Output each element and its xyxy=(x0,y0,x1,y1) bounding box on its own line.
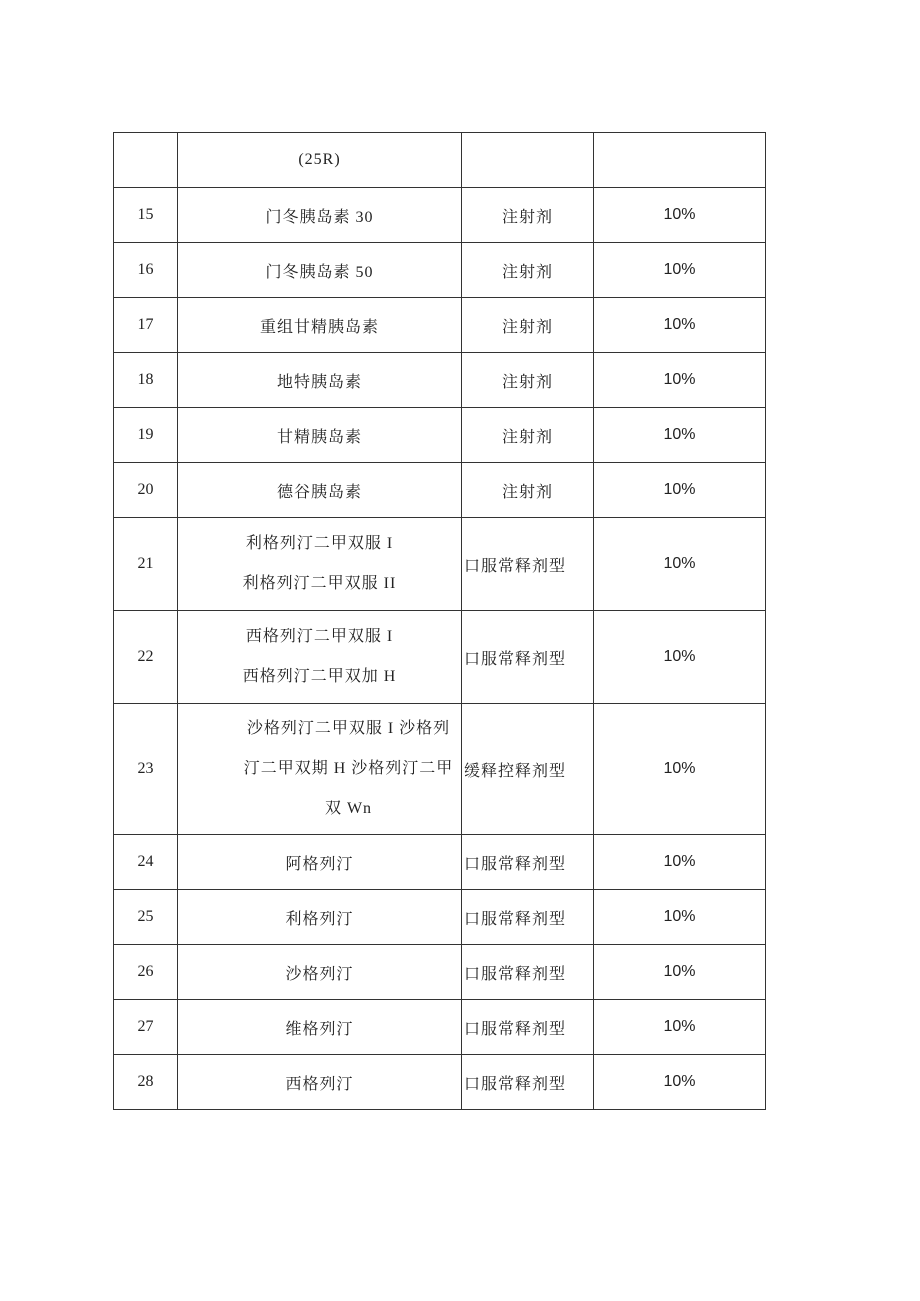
drug-name: (25R) xyxy=(178,133,462,188)
row-number: 23 xyxy=(114,704,178,835)
table-row xyxy=(114,353,766,408)
table-row xyxy=(114,1055,766,1110)
row-number: 15 xyxy=(114,188,178,243)
rate: 10% xyxy=(594,353,766,408)
dosage-form: 注射剂 xyxy=(462,408,594,463)
drug-name: 西格列汀 xyxy=(178,1055,462,1110)
rate: 10% xyxy=(594,408,766,463)
table-row xyxy=(114,188,766,243)
table-row xyxy=(114,611,766,704)
dosage-form: 口服常释剂型 xyxy=(462,518,594,611)
row-number: 19 xyxy=(114,408,178,463)
dosage-form: 口服常释剂型 xyxy=(462,1055,594,1110)
rate: 10% xyxy=(594,1000,766,1055)
drug-name: 利格列汀 xyxy=(178,890,462,945)
rate: 10% xyxy=(594,243,766,298)
dosage-form xyxy=(462,133,594,188)
drug-name: 阿格列汀 xyxy=(178,835,462,890)
row-number: 16 xyxy=(114,243,178,298)
row-number: 24 xyxy=(114,835,178,890)
rate: 10% xyxy=(594,704,766,835)
row-number: 27 xyxy=(114,1000,178,1055)
table-row xyxy=(114,890,766,945)
rate: 10% xyxy=(594,1055,766,1110)
table-row xyxy=(114,243,766,298)
dosage-form: 注射剂 xyxy=(462,298,594,353)
drug-name: 门冬胰岛素 50 xyxy=(178,243,462,298)
rate: 10% xyxy=(594,835,766,890)
dosage-form: 口服常释剂型 xyxy=(462,611,594,704)
row-number: 21 xyxy=(114,518,178,611)
table-row xyxy=(114,945,766,1000)
row-number: 22 xyxy=(114,611,178,704)
dosage-form: 口服常释剂型 xyxy=(462,835,594,890)
drug-name: 重组甘精胰岛素 xyxy=(178,298,462,353)
drug-name: 甘精胰岛素 xyxy=(178,408,462,463)
row-number: 20 xyxy=(114,463,178,518)
dosage-form: 口服常释剂型 xyxy=(462,1000,594,1055)
row-number: 17 xyxy=(114,298,178,353)
dosage-form: 注射剂 xyxy=(462,243,594,298)
dosage-form: 缓释控释剂型 xyxy=(462,704,594,835)
rate xyxy=(594,133,766,188)
rate: 10% xyxy=(594,611,766,704)
table-row xyxy=(114,463,766,518)
dosage-form: 注射剂 xyxy=(462,463,594,518)
rate: 10% xyxy=(594,518,766,611)
rate: 10% xyxy=(594,945,766,1000)
drug-name: 西格列汀二甲双服 I 西格列汀二甲双加 H xyxy=(178,611,462,704)
row-number: 25 xyxy=(114,890,178,945)
drug-name: 沙格列汀二甲双服 I 沙格列 汀二甲双期 H 沙格列汀二甲 双 Wn xyxy=(178,704,462,835)
table-row xyxy=(114,298,766,353)
table-row xyxy=(114,518,766,611)
table-row xyxy=(114,408,766,463)
drug-name: 地特胰岛素 xyxy=(178,353,462,408)
row-number: 18 xyxy=(114,353,178,408)
drug-name: 门冬胰岛素 30 xyxy=(178,188,462,243)
table-row xyxy=(114,835,766,890)
table-row xyxy=(114,1000,766,1055)
dosage-form: 注射剂 xyxy=(462,353,594,408)
rate: 10% xyxy=(594,188,766,243)
dosage-form: 口服常释剂型 xyxy=(462,890,594,945)
table-row xyxy=(114,704,766,835)
rate: 10% xyxy=(594,463,766,518)
dosage-form: 注射剂 xyxy=(462,188,594,243)
drug-name: 沙格列汀 xyxy=(178,945,462,1000)
drug-name: 利格列汀二甲双服 I 利格列汀二甲双服 II xyxy=(178,518,462,611)
row-number: 28 xyxy=(114,1055,178,1110)
drug-table xyxy=(113,132,766,1110)
dosage-form: 口服常释剂型 xyxy=(462,945,594,1000)
drug-name: 德谷胰岛素 xyxy=(178,463,462,518)
row-number xyxy=(114,133,178,188)
drug-name: 维格列汀 xyxy=(178,1000,462,1055)
table-row xyxy=(114,133,766,188)
row-number: 26 xyxy=(114,945,178,1000)
rate: 10% xyxy=(594,890,766,945)
rate: 10% xyxy=(594,298,766,353)
